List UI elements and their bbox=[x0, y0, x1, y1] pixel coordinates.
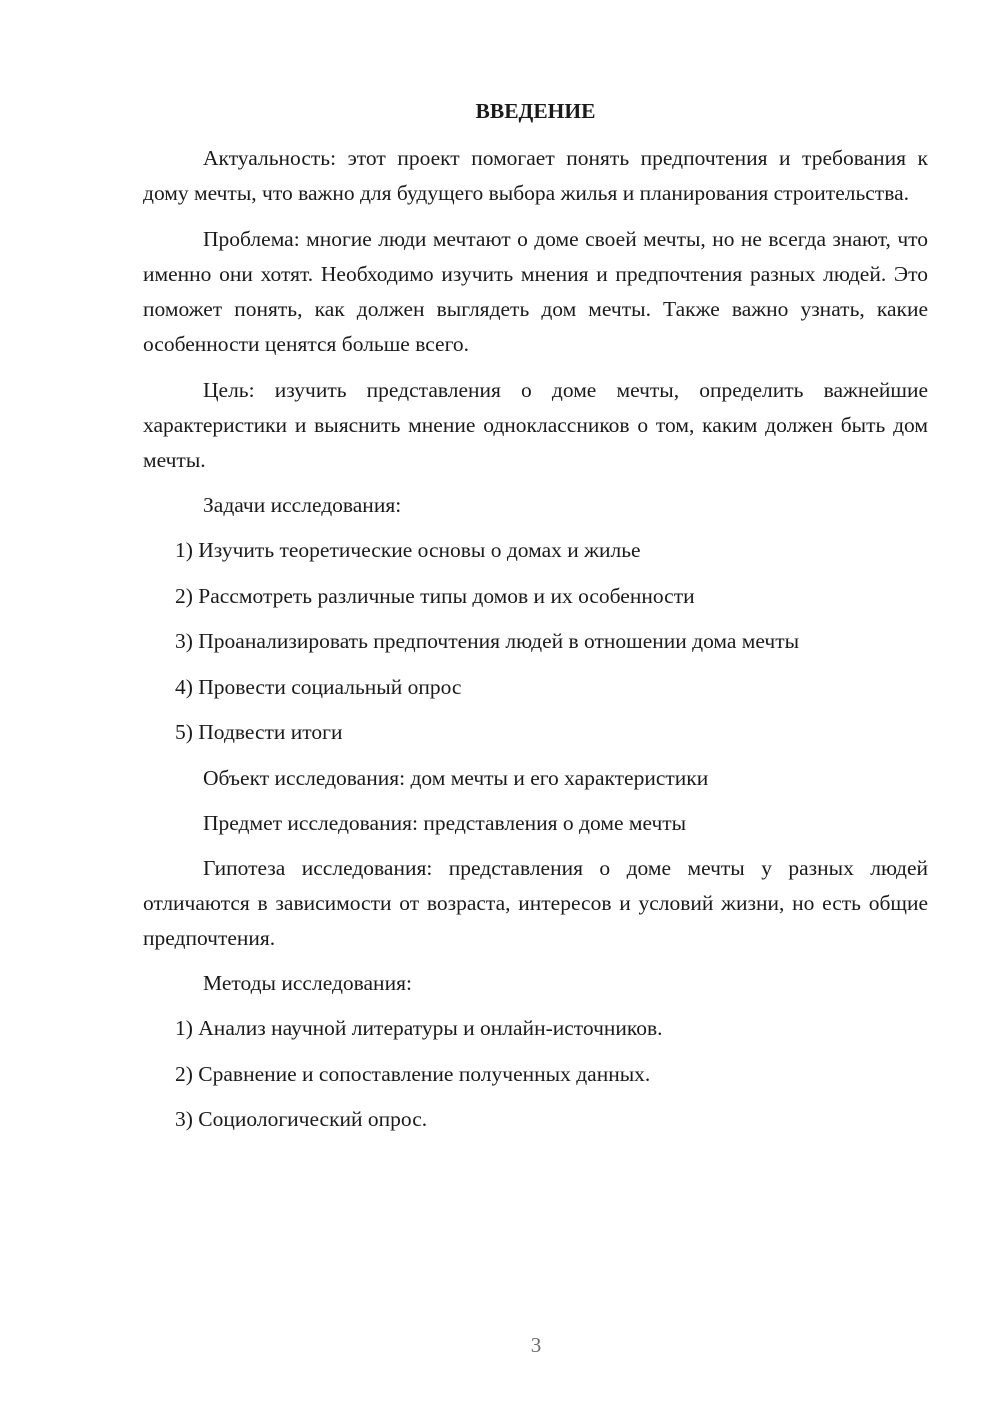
relevance-paragraph: Актуальность: этот проект помогает понять предпочтения и требования к дому мечты, что важно для будущего выбора жилья и планирования строительства. bbox=[143, 146, 928, 205]
task-item: 4) Провести социальный опрос bbox=[175, 674, 462, 699]
page-number: 3 bbox=[530, 1333, 542, 1357]
task-item: 2) Рассмотреть различные типы домов и их особенности bbox=[175, 583, 695, 608]
tasks-list bbox=[143, 533, 928, 750]
task-item: 3) Проанализировать предпочтения людей в отношении дома мечты bbox=[175, 629, 800, 654]
method-item: 3) Социологический опрос. bbox=[175, 1107, 428, 1132]
hypothesis-paragraph: Гипотеза исследования: представления о доме мечты у разных людей отличаются в зависимости от возраста, интересов и условий жизни, но есть общие предпочтения. bbox=[143, 855, 928, 950]
method-item: 1) Анализ научной литературы и онлайн-источников. bbox=[175, 1015, 663, 1040]
goal-paragraph: Цель: изучить представления о доме мечты, определить важнейшие характеристики и выяснить мнение одноклассников о том, каким должен быть дом мечты. bbox=[143, 378, 928, 472]
task-item: 5) Подвести итоги bbox=[175, 720, 343, 745]
tasks-heading: Задачи исследования: bbox=[203, 493, 402, 517]
document-page bbox=[143, 96, 928, 1148]
method-item: 2) Сравнение и сопоставление полученных данных. bbox=[175, 1061, 651, 1086]
problem-paragraph: Проблема: многие люди мечтают о доме своей мечты, но не всегда знают, что именно они хотят. Необходимо изучить мнения и предпочтения разных людей. Это поможет понять, как должен выглядеть дом мечты. Также важно узнать, какие особенности ценятся больше всего. bbox=[143, 227, 928, 356]
section-title: ВВЕДЕНИЕ bbox=[475, 99, 596, 123]
methods-heading: Методы исследования: bbox=[203, 970, 412, 995]
object-line: Объект исследования: дом мечты и его характеристики bbox=[203, 765, 709, 790]
task-item: 1) Изучить теоретические основы о домах и жилье bbox=[175, 538, 641, 562]
methods-list bbox=[143, 1011, 928, 1137]
subject-line: Предмет исследования: представления о доме мечты bbox=[203, 810, 687, 835]
